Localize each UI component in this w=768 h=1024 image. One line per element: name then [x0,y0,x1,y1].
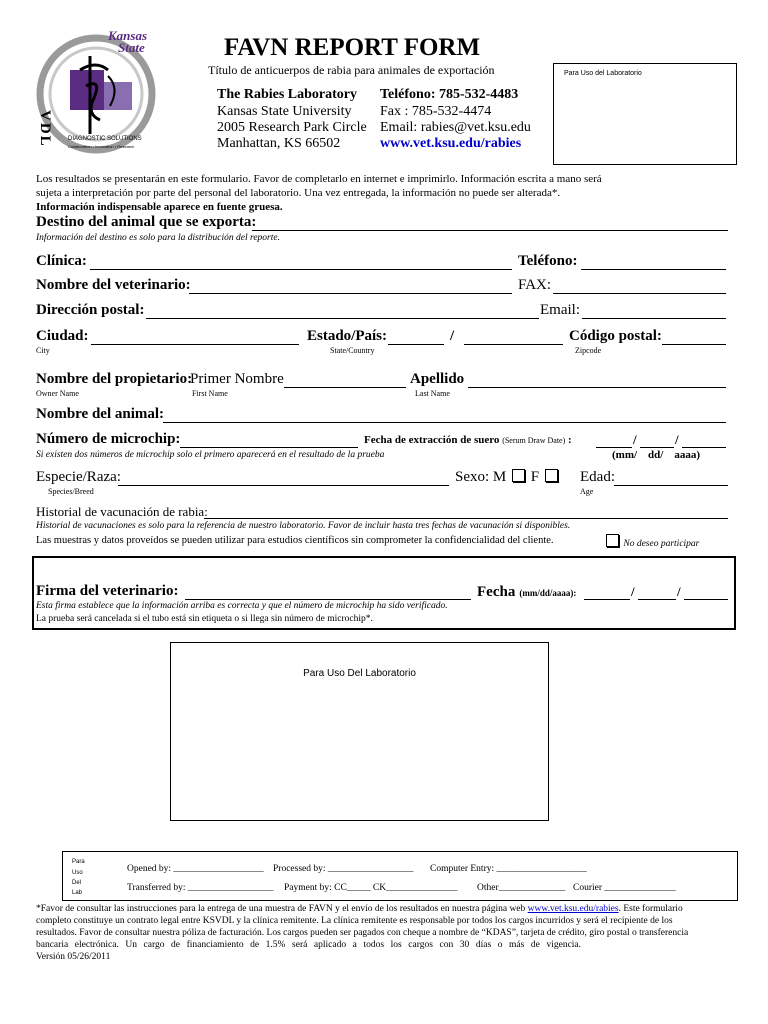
other-payment-field[interactable]: Other______________ [477,883,566,893]
sex-m-label: M [492,469,507,485]
logo-state-text: State [118,40,145,55]
footer-version: Versión 05/26/2011 [36,952,111,962]
sex-f-label: F [530,469,540,485]
footer-website-link[interactable]: www.vet.ksu.edu/rabies [527,904,619,914]
footer-line-1-b: . Este formulario [618,904,683,914]
transferred-by-field[interactable]: Transferred by: __________________ [127,883,274,893]
logo-letters: VDL [37,110,53,148]
microchip-note: Si existen dos números de microchip solo el primero aparecerá en el resultado de la prueba [36,450,385,460]
footer-line-3: resultados. Favor de consultar nuestra póliza de facturación. Los cargos pueden ser pagados con cheque a nombre de “KDAS”, tarjeta de crédito, giro postal o transferencia [36,928,689,938]
signature-date-slash-2: / [677,584,681,599]
vaccine-history-label: Historial de vacunación de rabia: [36,504,208,519]
microchip-label: Número de microchip: [36,431,181,447]
footer-line-1-a: *Favor de consultar las instrucciones para la entrega de una muestra de FAVN y el envío de los resultados en nuestra página web [36,904,528,914]
computer-entry-field[interactable]: Computer Entry: ___________________ [430,864,587,874]
lab-fax: Fax : 785-532-4474 [380,104,492,119]
animal-name-input[interactable] [163,422,726,423]
vaccine-history-note: Historial de vacunaciones es solo para la referencia de nuestro laboratorio. Favor de incluir hasta tres fechas de vacunación si disponibles. [36,521,571,531]
signature-date-text: Fecha [477,584,516,600]
clinic-phone-input[interactable] [581,269,726,270]
zip-label: Código postal: [569,328,662,344]
lab-address-1: Kansas State University [217,104,352,119]
footer-line-1 [36,904,683,914]
intro-line-3: Información indispensable aparece en fuente gruesa. [36,201,283,213]
lab-use-box [170,642,549,821]
fax-label: FAX: [518,277,552,293]
first-name-sublabel: First Name [192,389,228,398]
city-label: Ciudad: [36,328,89,344]
draw-date-slash-2: / [675,432,679,447]
cancel-note: La prueba será cancelada si el tubo está sin etiqueta o si llega sin número de microchip*. [36,614,373,624]
lab-website-link[interactable]: www.vet.ksu.edu/rabies [380,136,522,151]
draw-date-label [364,434,572,446]
signature-label: Firma del veterinario: [36,583,179,599]
sex-m-checkbox[interactable] [512,469,525,482]
draw-date-year-input[interactable] [682,447,726,448]
signature-date-slash-1: / [631,584,635,599]
animal-name-label: Nombre del animal: [36,406,165,422]
processed-by-field[interactable]: Processed by: __________________ [273,864,414,874]
signature-date-month-input[interactable] [584,599,630,600]
opened-by-field[interactable]: Opened by: ___________________ [127,864,264,874]
lab-tracking-side-2: Uso [72,870,83,876]
last-name-label: Apellido [410,371,465,387]
page-subtitle: Título de anticuerpos de rabia para animales de exportación [208,63,495,77]
species-input[interactable] [118,485,449,486]
sex-label: Sexo: [455,469,490,485]
state-sublabel: State/Country [330,346,375,355]
draw-date-colon: : [568,434,572,446]
draw-date-day-input[interactable] [640,447,674,448]
logo-kansas-text: Kansas [108,28,148,43]
state-input[interactable] [388,344,444,345]
signature-date-label [477,583,576,601]
no-participate-checkbox[interactable] [606,534,619,547]
lab-phone: Teléfono: 785-532-4483 [380,87,519,102]
vet-name-input[interactable] [189,293,512,294]
city-input[interactable] [91,344,299,345]
logo-tagline: DIAGNOSTIC SOLUTIONS [68,136,142,142]
zip-input[interactable] [662,344,726,345]
owner-label: Nombre del propietario: [36,371,193,387]
country-input[interactable] [464,344,563,345]
state-label: Estado/País: [307,328,388,344]
draw-date-label-text: Fecha de extracción de suero [364,434,500,446]
age-label: Edad: [580,469,615,485]
species-sublabel: Species/Breed [48,487,94,496]
lab-tracking-box [62,851,738,901]
clinic-label: Clínica: [36,253,87,269]
last-name-input[interactable] [468,387,726,388]
first-name-label: Primer Nombre [190,371,284,387]
footer-line-2: completo constituye un contrato legal entre KSVDL y la clínica remitente. La clínica remitente es responsable por todos los cargos incurridos y será el recipiente de los [36,916,673,926]
postal-address-label: Dirección postal: [36,302,145,318]
courier-field[interactable]: Courier _______________ [573,883,676,893]
lab-address-2: 2005 Research Park Circle [217,120,367,135]
lab-use-top-label: Para Uso del Laboratorio [564,70,642,77]
signature-note: Esta firma establece que la información arriba es correcta y que el número de microchip ha sido verificado. [36,601,448,611]
first-name-input[interactable] [284,387,406,388]
footer-line-4: bancaria electrónica. Un cargo de financiamiento de 1.5% será aplicado a todos los cargos con 30 días o más de vigencia. [36,940,582,950]
draw-date-month-input[interactable] [596,447,632,448]
draw-date-sublabel: (Serum Draw Date) [502,436,566,445]
age-input[interactable] [614,485,728,486]
logo-subtagline: Collaboration • Innovation • Research [68,144,135,149]
signature-input[interactable] [185,599,471,600]
zip-sublabel: Zipcode [575,346,602,355]
lab-use-box-label: Para Uso Del Laboratorio [303,668,416,679]
signature-date-day-input[interactable] [638,599,676,600]
signature-date-format: (mm/dd/aaaa): [519,588,577,598]
intro-line-1: Los resultados se presentarán en este formulario. Favor de completarlo en internet e imprimirlo. Información escrita a mano será [36,173,602,185]
destination-note: Información del destino es solo para la distribución del reporte. [36,233,280,243]
lab-tracking-side-3: Del [72,880,82,886]
species-label: Especie/Raza: [36,469,121,485]
lab-address-3: Manhattan, KS 66502 [217,136,341,151]
clinic-phone-label: Teléfono: [518,253,578,269]
city-sublabel: City [36,346,50,355]
lab-use-top-box [553,63,737,165]
state-separator: / [450,328,455,344]
destination-label: Destino del animal que se exporta: [36,214,257,230]
sex-f-checkbox[interactable] [545,469,558,482]
microchip-input[interactable] [180,447,358,448]
intro-line-2: sujeta a interpretación por parte del personal del laboratorio. Una vez entregada, la información no puede ser alterada*. [36,187,561,199]
age-sublabel: Age [580,487,594,496]
email-input[interactable] [582,318,726,319]
lab-tracking-side-1: Para [72,859,85,865]
ksu-vdl-logo [34,26,164,156]
email-label: Email: [540,302,580,318]
last-name-sublabel: Last Name [415,389,450,398]
vet-name-label: Nombre del veterinario: [36,277,191,293]
vaccine-history-input[interactable] [204,518,728,519]
lab-email: Email: rabies@vet.ksu.edu [380,120,531,135]
postal-address-input[interactable] [146,318,539,319]
clinic-input[interactable] [90,269,512,270]
no-participate-label: No deseo participar [623,539,700,549]
page-title: FAVN REPORT FORM [224,34,481,61]
draw-date-slash-1: / [633,432,637,447]
consent-text: Las muestras y datos proveídos se pueden utilizar para estudios científicos sin comprometer la confidencialidad del cliente. [36,535,554,546]
lab-tracking-side-4: Lab [72,890,83,896]
fax-input[interactable] [553,293,726,294]
consent-option [604,534,699,549]
payment-by-field[interactable]: Payment by: CC_____ CK_______________ [284,883,458,893]
destination-input[interactable] [252,230,728,231]
lab-name: The Rabies Laboratory [217,87,357,102]
sex-field [455,469,560,486]
draw-date-format: (mm/ dd/ aaaa) [612,449,700,461]
owner-sublabel: Owner Name [36,389,79,398]
signature-date-year-input[interactable] [684,599,728,600]
